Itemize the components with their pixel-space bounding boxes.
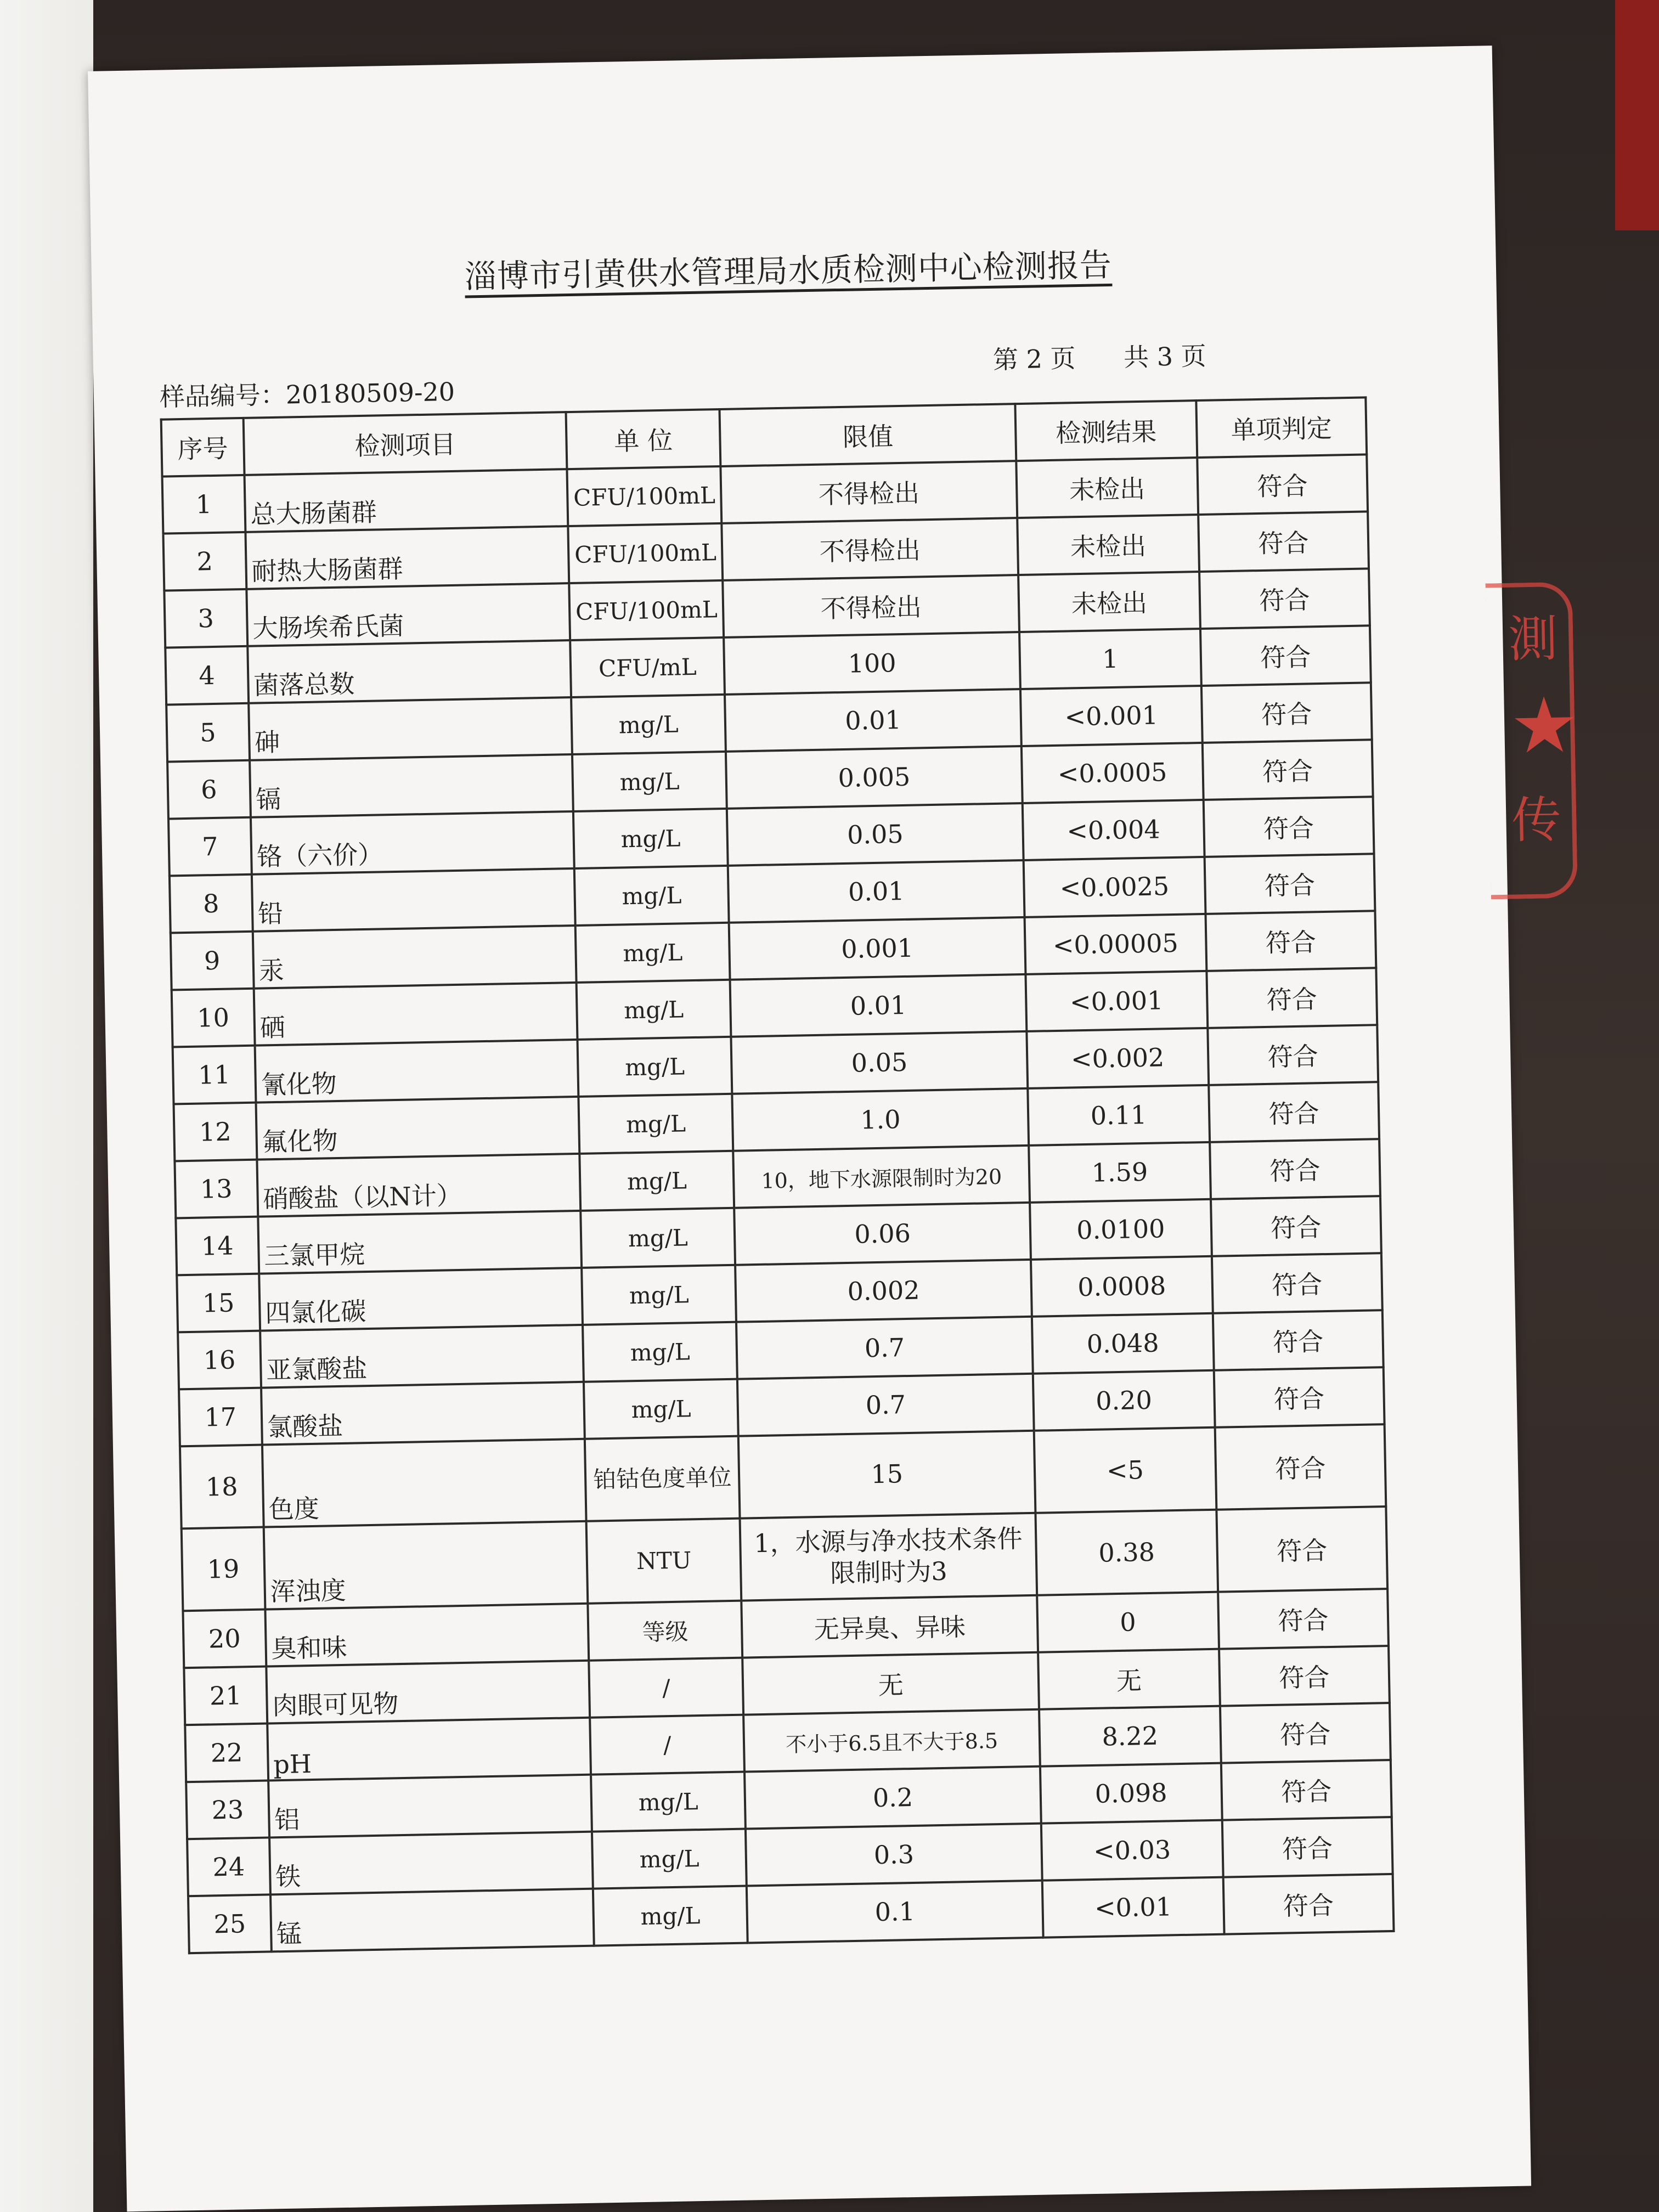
cell-item: 肉眼可见物	[266, 1661, 590, 1724]
cell-unit: mg/L	[578, 1037, 732, 1097]
cell-unit: CFU/100mL	[569, 580, 724, 640]
cell-judge: 符合	[1221, 1760, 1392, 1820]
cell-no: 17	[179, 1388, 262, 1447]
cell-limit: 0.01	[730, 974, 1027, 1037]
cell-item: 浑浊度	[263, 1521, 588, 1610]
cell-limit: 15	[738, 1431, 1035, 1519]
cell-judge: 符合	[1203, 797, 1374, 857]
cell-judge: 符合	[1204, 854, 1375, 914]
cell-result: <0.002	[1026, 1028, 1209, 1088]
cell-unit: mg/L	[580, 1151, 735, 1211]
cell-limit: 0.001	[729, 917, 1026, 980]
cell-item: 色度	[262, 1439, 586, 1527]
cell-result: 无	[1038, 1649, 1220, 1709]
cell-no: 19	[182, 1527, 265, 1611]
cell-judge: 符合	[1213, 1310, 1384, 1370]
cell-no: 25	[188, 1894, 272, 1953]
cell-unit: mg/L	[592, 1829, 747, 1889]
cell-judge: 符合	[1205, 911, 1376, 971]
header-judge: 单项判定	[1196, 397, 1367, 458]
cell-no: 9	[171, 932, 254, 990]
cell-result: <0.0025	[1024, 857, 1206, 917]
cell-item: 菌落总数	[247, 640, 571, 703]
cell-no: 24	[187, 1837, 270, 1896]
cell-unit: CFU/100mL	[567, 466, 722, 526]
cell-item: 铁	[269, 1832, 593, 1895]
cell-unit: /	[589, 1658, 743, 1718]
sample-id: 样品编号：20180509-20	[159, 376, 455, 412]
cell-item: 亚氯酸盐	[260, 1325, 584, 1388]
cell-limit: 0.06	[734, 1203, 1031, 1265]
table-body	[162, 454, 1394, 1953]
report-sheet	[88, 46, 1580, 2211]
header-unit: 单 位	[566, 409, 721, 469]
cell-unit: 等级	[588, 1601, 743, 1661]
cell-judge: 符合	[1199, 568, 1370, 629]
cell-judge: 符合	[1212, 1253, 1383, 1313]
cell-limit: 1，水源与净水技术条件限制时为3	[740, 1513, 1037, 1601]
cell-limit: 100	[724, 632, 1020, 695]
cell-limit: 0.005	[726, 746, 1023, 809]
cell-unit: mg/L	[577, 980, 731, 1040]
cell-item: 氰化物	[255, 1040, 578, 1103]
cell-limit: 无	[742, 1652, 1039, 1715]
cell-limit: 0.002	[735, 1260, 1032, 1322]
cell-unit: mg/L	[580, 1208, 735, 1268]
seal-char-bottom: 传	[1511, 791, 1562, 850]
cell-result: 8.22	[1039, 1706, 1221, 1767]
cell-no: 15	[177, 1274, 260, 1333]
cell-item: 镉	[250, 754, 573, 817]
cell-no: 22	[185, 1724, 268, 1782]
cell-result: 0.38	[1035, 1510, 1217, 1595]
header-item: 检测项目	[243, 412, 567, 475]
cell-result: <0.001	[1020, 686, 1203, 746]
background-paper-stack	[0, 0, 93, 2212]
cell-judge: 符合	[1214, 1367, 1384, 1427]
cell-no: 1	[162, 475, 246, 534]
cell-result: 未检出	[1017, 515, 1199, 575]
cell-judge: 符合	[1206, 968, 1377, 1028]
background-red-object	[1615, 0, 1659, 230]
cell-result: 0.098	[1040, 1763, 1222, 1824]
cell-no: 3	[164, 589, 247, 648]
cell-unit: mg/L	[574, 866, 729, 926]
cell-unit: mg/L	[582, 1265, 736, 1325]
cell-item: 臭和味	[265, 1604, 589, 1667]
cell-item: 四氯化碳	[259, 1268, 583, 1331]
cell-unit: mg/L	[593, 1886, 748, 1946]
cell-item: 汞	[253, 926, 577, 989]
cell-result: 0.20	[1033, 1370, 1215, 1431]
cell-limit: 不小于6.5且不大于8.5	[743, 1709, 1040, 1772]
cell-no: 20	[183, 1610, 266, 1668]
cell-no: 16	[178, 1331, 261, 1390]
header-no: 序号	[161, 418, 245, 477]
cell-result: <0.001	[1025, 971, 1207, 1031]
cell-no: 6	[167, 760, 251, 819]
cell-result: 0.048	[1032, 1313, 1214, 1374]
cell-unit: CFU/100mL	[568, 523, 723, 583]
cell-result: <5	[1034, 1427, 1216, 1513]
cell-item: 大肠埃希氏菌	[246, 583, 570, 646]
cell-no: 5	[166, 703, 250, 762]
cell-unit: mg/L	[584, 1379, 738, 1439]
cell-result: 未检出	[1016, 458, 1198, 518]
cell-judge: 符合	[1220, 1703, 1391, 1763]
cell-limit: 0.1	[747, 1881, 1043, 1943]
cell-no: 8	[170, 874, 253, 933]
cell-item: 硒	[253, 983, 577, 1046]
cell-judge: 符合	[1211, 1196, 1381, 1256]
cell-no: 4	[165, 646, 249, 705]
cell-result: <0.00005	[1025, 914, 1207, 974]
cell-judge: 符合	[1201, 682, 1372, 743]
cell-limit: 10，地下水源限制时为20	[733, 1146, 1030, 1208]
cell-limit: 1.0	[732, 1088, 1029, 1151]
seal-star-icon: ★	[1509, 680, 1580, 771]
cell-item: 铅	[252, 868, 575, 932]
cell-judge: 符合	[1210, 1139, 1380, 1199]
cell-judge: 符合	[1216, 1506, 1387, 1592]
cell-item: 锰	[270, 1889, 594, 1952]
header-result: 检测结果	[1015, 400, 1197, 461]
cell-unit: mg/L	[579, 1094, 733, 1154]
cell-limit: 0.2	[744, 1767, 1041, 1829]
cell-judge: 符合	[1200, 625, 1371, 686]
cell-judge: 符合	[1215, 1424, 1386, 1510]
cell-result: 1.59	[1029, 1142, 1211, 1203]
cell-no: 13	[174, 1160, 258, 1218]
cell-item: 总大肠菌群	[244, 469, 568, 532]
cell-limit: 0.01	[728, 860, 1025, 923]
cell-limit: 0.05	[731, 1031, 1028, 1094]
cell-result: 1	[1019, 629, 1201, 689]
cell-judge: 符合	[1218, 1589, 1389, 1649]
cell-item: 砷	[249, 697, 572, 760]
cell-limit: 0.05	[727, 803, 1024, 866]
cell-item: 耐热大肠菌群	[245, 526, 569, 589]
cell-result: <0.004	[1023, 800, 1205, 860]
cell-item: 氯酸盐	[261, 1382, 585, 1445]
cell-unit: mg/L	[583, 1322, 737, 1382]
results-table	[160, 396, 1395, 1954]
cell-judge: 符合	[1222, 1817, 1392, 1877]
cell-judge: 符合	[1198, 511, 1369, 572]
cell-no: 21	[184, 1667, 267, 1725]
cell-unit: mg/L	[572, 752, 727, 811]
cell-unit: mg/L	[591, 1772, 746, 1832]
cell-no: 10	[172, 989, 255, 1047]
cell-no: 7	[168, 817, 252, 876]
cell-judge: 符合	[1209, 1082, 1379, 1142]
cell-unit: 铂钴色度单位	[585, 1436, 740, 1521]
cell-unit: mg/L	[573, 809, 728, 868]
cell-judge: 符合	[1219, 1646, 1390, 1706]
cell-limit: 不得检出	[721, 461, 1018, 523]
cell-limit: 0.3	[746, 1824, 1042, 1886]
cell-limit: 无异臭、异味	[742, 1595, 1039, 1658]
cell-unit: /	[590, 1715, 744, 1775]
cell-no: 12	[174, 1103, 257, 1161]
cell-no: 14	[176, 1217, 259, 1276]
header-limit: 限值	[720, 404, 1017, 466]
cell-item: 硝酸盐（以N计）	[257, 1154, 580, 1217]
cell-limit: 不得检出	[722, 518, 1019, 580]
seal-char-top: 測	[1508, 610, 1559, 669]
cell-result: <0.01	[1042, 1877, 1224, 1938]
cell-item: 铬（六价）	[251, 811, 574, 874]
cell-limit: 0.7	[736, 1317, 1033, 1379]
cell-no: 11	[173, 1046, 256, 1104]
cell-result: 未检出	[1018, 572, 1200, 632]
cell-result: 0.0008	[1031, 1256, 1213, 1317]
cell-judge: 符合	[1207, 1025, 1378, 1085]
cell-limit: 不得检出	[723, 575, 1019, 637]
red-seal-stamp	[1508, 592, 1590, 879]
cell-no: 18	[180, 1445, 263, 1529]
cell-item: 氟化物	[256, 1097, 579, 1160]
cell-result: 0	[1037, 1592, 1219, 1652]
cell-unit: mg/L	[571, 695, 726, 754]
cell-no: 23	[186, 1780, 269, 1839]
cell-item: pH	[267, 1718, 591, 1781]
cell-unit: NTU	[586, 1519, 742, 1604]
cell-result: 0.11	[1028, 1085, 1210, 1146]
cell-judge: 符合	[1223, 1874, 1393, 1934]
cell-item: 三氯甲烷	[258, 1211, 582, 1274]
cell-unit: mg/L	[575, 923, 730, 983]
cell-judge: 符合	[1197, 454, 1368, 515]
cell-limit: 0.7	[737, 1374, 1034, 1436]
cell-result: <0.03	[1041, 1820, 1223, 1881]
cell-unit: CFU/mL	[570, 637, 725, 697]
report-title: 淄博市引黄供水管理局水质检测中心检测报告	[464, 246, 1113, 296]
cell-judge: 符合	[1203, 740, 1373, 800]
cell-result: <0.0005	[1022, 743, 1204, 803]
page-info: 第 2 页 共 3 页	[992, 341, 1207, 375]
cell-no: 2	[163, 532, 246, 591]
cell-item: 铝	[268, 1775, 592, 1838]
cell-result: 0.0100	[1030, 1199, 1212, 1260]
cell-limit: 0.01	[725, 689, 1022, 752]
